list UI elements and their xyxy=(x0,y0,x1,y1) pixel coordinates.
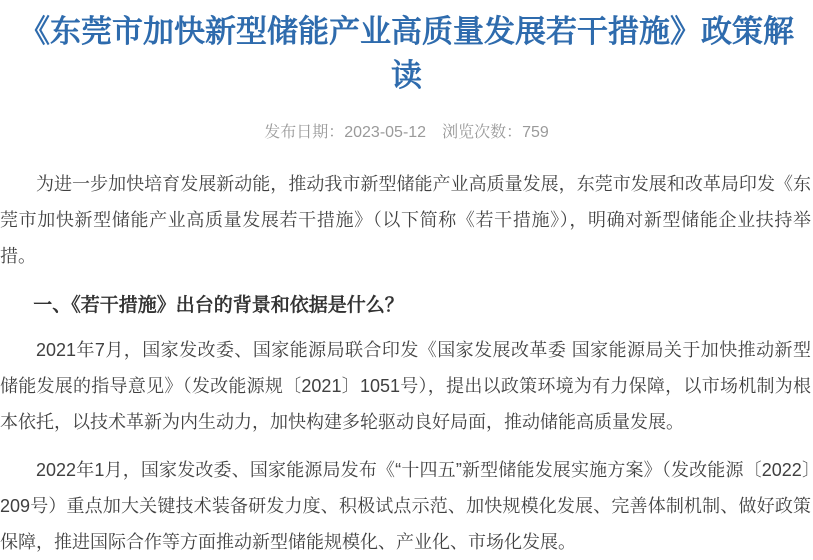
article-container xyxy=(0,10,813,560)
publish-date-value: 2023-05-12 xyxy=(344,124,427,141)
views-group xyxy=(442,124,549,141)
views-label: 浏览次数： xyxy=(442,124,523,141)
article-meta xyxy=(0,122,813,144)
section-paragraph-1: 2021年7月，国家发改委、国家能源局联合印发《国家发展改革委 国家能源局关于加快推动新型储能发展的指导意见》（发改能源规〔2021〕1051号），提出以政策环境为有力保障，以市场机制为根本依托，以技术革新为内生动力，加快构建多轮驱动良好局面，推动储能高质量发展。 xyxy=(0,340,811,432)
views-value: 759 xyxy=(522,124,549,141)
page-title: 《东莞市加快新型储能产业高质量发展若干措施》政策解读 xyxy=(19,14,794,93)
intro-paragraph: 为进一步加快培育发展新动能，推动我市新型储能产业高质量发展，东莞市发展和改革局印发《东莞市加快新型储能产业高质量发展若干措施》（以下简称《若干措施》），明确对新型储能企业扶持举措。 xyxy=(0,174,811,266)
publish-date-label: 发布日期： xyxy=(264,124,345,141)
section-heading: 一、《若干措施》出台的背景和依据是什么？ xyxy=(33,295,404,316)
section-paragraph-2: 2022年1月，国家发改委、国家能源局发布《“十四五”新型储能发展实施方案》（发改能源〔2022〕209号）重点加大关键技术装备研发力度、积极试点示范、加快规模化发展、完善体制机制、做好政策保障，推进国际合作等方面推动新型储能规模化、产业化、市场化发展。 xyxy=(0,460,811,552)
